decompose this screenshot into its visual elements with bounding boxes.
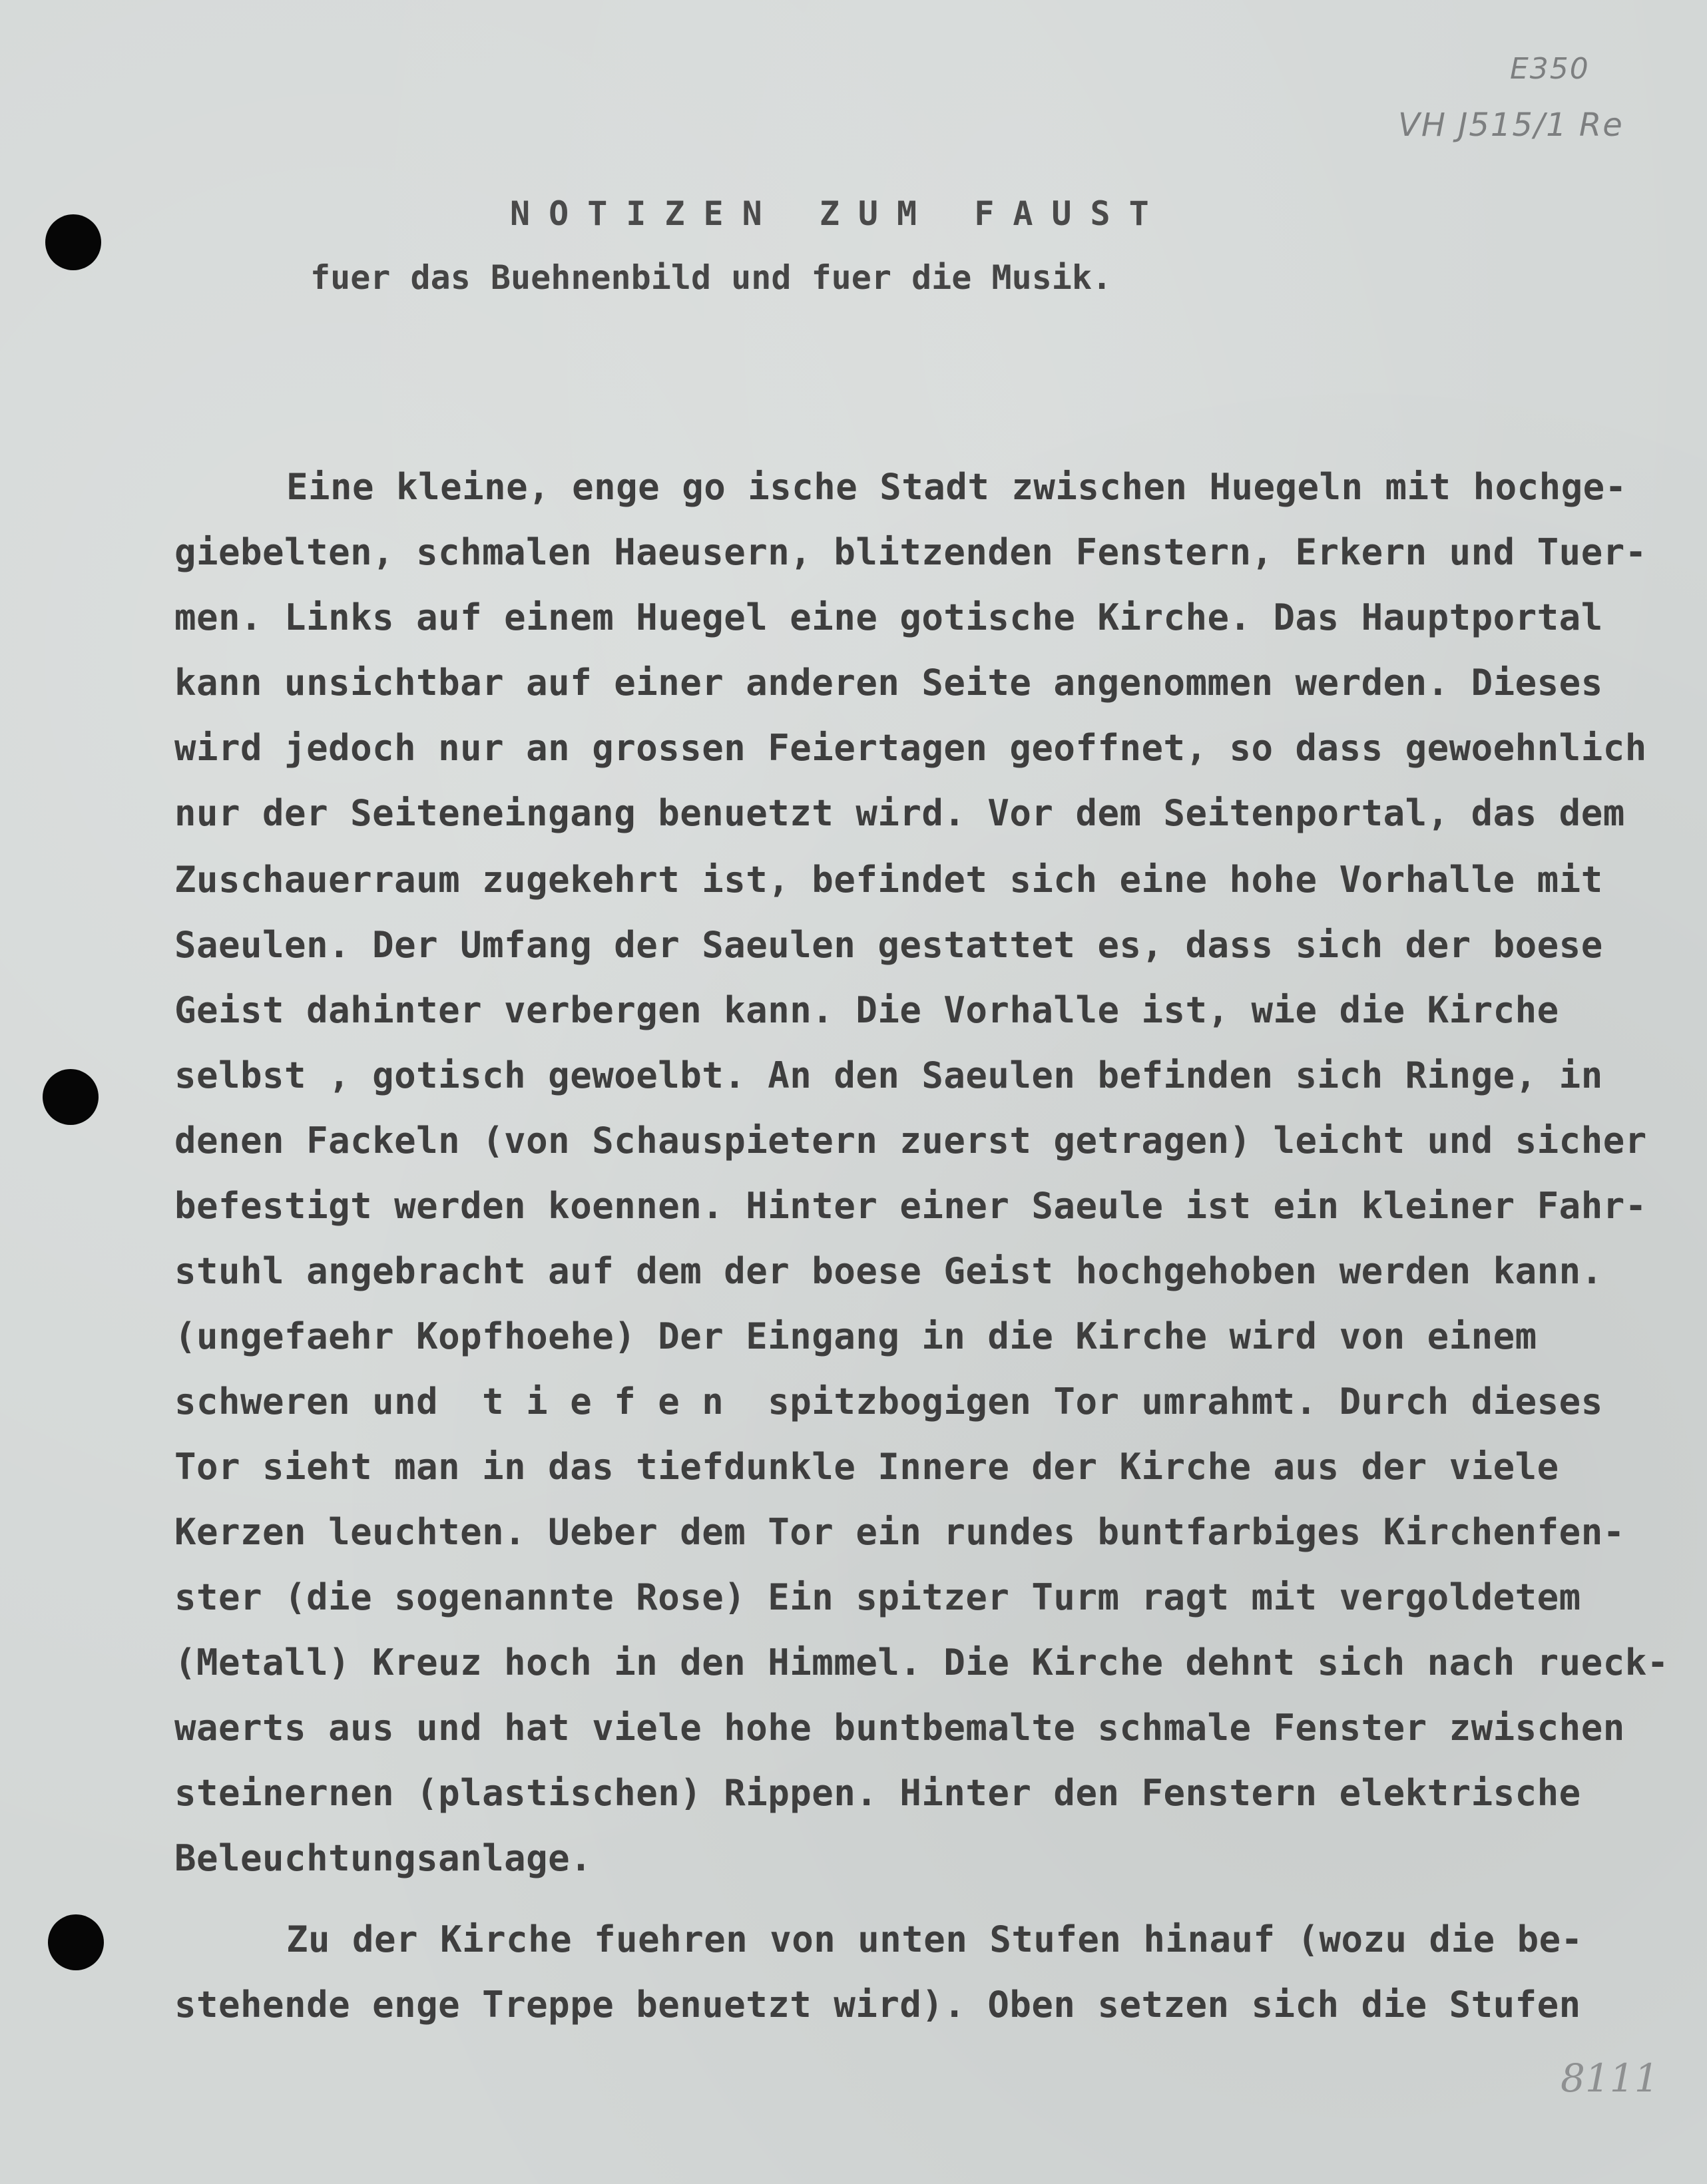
- punch-hole-bottom: [48, 1914, 104, 1970]
- archive-code-1: E350: [1510, 52, 1590, 86]
- text-line: Tor sieht man in das tiefdunkle Innere der Kirche aus der viele: [174, 1446, 1559, 1488]
- text-line: waerts aus und hat viele hohe buntbemalte schmale Fenster zwischen: [174, 1707, 1625, 1749]
- text-line: Kerzen leuchten. Ueber dem Tor ein rundes buntfarbiges Kirchenfen-: [174, 1511, 1625, 1553]
- text-line: ster (die sogenannte Rose) Ein spitzer Turm ragt mit vergoldetem: [174, 1576, 1581, 1618]
- punch-hole-middle: [43, 1069, 99, 1125]
- archive-code-2: VH J515/1 Re: [1398, 107, 1624, 144]
- text-line: Geist dahinter verbergen kann. Die Vorhalle ist, wie die Kirche: [174, 989, 1559, 1031]
- text-line: steinernen (plastischen) Rippen. Hinter den Fenstern elektrische: [174, 1772, 1581, 1814]
- punch-hole-top: [45, 214, 101, 270]
- text-line: giebelten, schmalen Haeusern, blitzenden Fenstern, Erkern und Tuer-: [174, 531, 1647, 573]
- text-line: selbst , gotisch gewoelbt. An den Saeulen befinden sich Ringe, in: [174, 1054, 1603, 1096]
- text-line: nur der Seiteneingang benuetzt wird. Vor dem Seitenportal, das dem: [174, 792, 1625, 834]
- text-line: schweren und t i e f e n spitzbogigen Tor umrahmt. Durch dieses: [174, 1381, 1603, 1422]
- text-line: stehende enge Treppe benuetzt wird). Oben setzen sich die Stufen: [174, 1984, 1581, 2026]
- text-line: wird jedoch nur an grossen Feiertagen geoffnet, so dass gewoehnlich: [174, 727, 1647, 769]
- page-number: 8111: [1561, 2056, 1659, 2101]
- text-line: Zu der Kirche fuehren von unten Stufen hinauf (wozu die be-: [286, 1918, 1583, 1960]
- document-title: NOTIZEN ZUM FAUST: [510, 194, 1168, 233]
- document-subtitle: fuer das Buehnenbild und fuer die Musik.: [310, 258, 1112, 297]
- text-line: men. Links auf einem Huegel eine gotische Kirche. Das Hauptportal: [174, 596, 1603, 638]
- text-line: denen Fackeln (von Schauspietern zuerst getragen) leicht und sicher: [174, 1120, 1647, 1162]
- text-line: Saeulen. Der Umfang der Saeulen gestattet es, dass sich der boese: [174, 924, 1603, 966]
- text-line: stuhl angebracht auf dem der boese Geist hochgehoben werden kann.: [174, 1250, 1603, 1292]
- text-line: befestigt werden koennen. Hinter einer Saeule ist ein kleiner Fahr-: [174, 1185, 1647, 1227]
- text-line: Eine kleine, enge go ische Stadt zwischen Huegeln mit hochge-: [286, 466, 1627, 508]
- text-line: (Metall) Kreuz hoch in den Himmel. Die Kirche dehnt sich nach rueck-: [174, 1641, 1669, 1683]
- text-line: kann unsichtbar auf einer anderen Seite angenommen werden. Dieses: [174, 662, 1603, 704]
- text-line: (ungefaehr Kopfhoehe) Der Eingang in die Kirche wird von einem: [174, 1315, 1537, 1357]
- text-line: Zuschauerraum zugekehrt ist, befindet sich eine hohe Vorhalle mit: [174, 859, 1603, 901]
- text-line: Beleuchtungsanlage.: [174, 1837, 593, 1879]
